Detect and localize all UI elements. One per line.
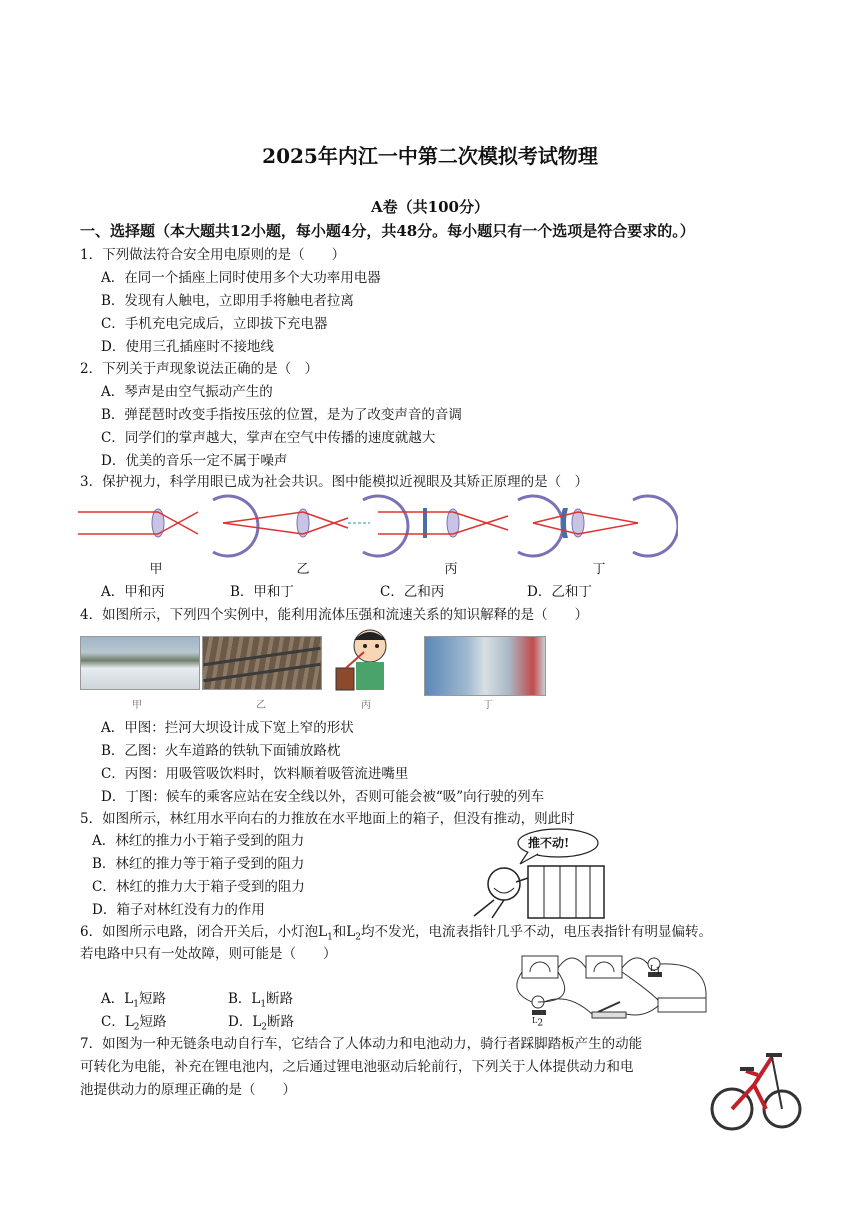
q6-a-sub: 1 xyxy=(133,999,139,1010)
question-4-option-b: B．乙图：火车道路的铁轨下面铺放路枕 xyxy=(101,743,341,759)
q6-sub-1: 1 xyxy=(327,932,333,943)
question-4-stem: 4．如图所示，下列四个实例中，能利用流体压强和流速关系的知识解释的是（ ） xyxy=(80,607,589,623)
page-title: 2025年内江一中第二次模拟考试物理 xyxy=(262,144,598,168)
circuit-l1-sub: 1 xyxy=(655,966,662,977)
q6-sub-2: 2 xyxy=(355,932,361,943)
dam-photo xyxy=(80,636,200,690)
question-1-stem: 1．下列做法符合安全用电原则的是（ ） xyxy=(80,247,346,263)
q6-stem-part-c: 均不发光，电流表指针几乎不动，电压表指针有明显偏转。 xyxy=(361,924,712,940)
question-2-option-b: B．弹琵琶时改变手指按压弦的位置，是为了改变声音的音调 xyxy=(101,407,462,423)
eye-diagram-bing xyxy=(378,496,563,556)
question-5-stem: 5．如图所示，林红用水平向右的力推放在水平地面上的箱子，但没有推动，则此时 xyxy=(80,811,575,827)
q6-b-prefix: B．L xyxy=(228,991,261,1007)
question-6-stem-line1 xyxy=(80,920,712,943)
question-4-option-d: D．丁图：候车的乘客应站在安全线以外，否则可能会被“吸”向行驶的列车 xyxy=(101,789,545,805)
question-3-option-a: A．甲和丙 xyxy=(101,584,165,600)
q6-a-prefix: A．L xyxy=(101,991,134,1007)
question-7-line2: 可转化为电能，补充在锂电池内，之后通过锂电池驱动后轮前行，下列关于人体提供动力和电 xyxy=(80,1059,634,1075)
q6-c-suffix: 短路 xyxy=(139,1014,167,1030)
section-heading: 一、选择题（本大题共12小题，每小题4分，共48分。每小题只有一个选项是符合要求的。） xyxy=(80,222,695,240)
question-5-option-c: C．林红的推力大于箱子受到的阻力 xyxy=(92,879,305,895)
railway-photo xyxy=(202,636,322,690)
q6-stem-part-b: 和L xyxy=(332,924,356,940)
question-6-option-a xyxy=(101,987,166,1010)
eye-caption-ding: 丁 xyxy=(592,562,606,577)
straw-drinking-cartoon xyxy=(330,624,398,692)
question-2-option-c: C．同学们的掌声越大，掌声在空气中传播的速度就越大 xyxy=(101,430,436,446)
q6-c-sub: 2 xyxy=(133,1022,140,1033)
question-4-option-c: C．丙图：用吸管吸饮料时，饮料顺着吸管流进嘴里 xyxy=(101,766,409,782)
question-4-option-a: A．甲图：拦河大坝设计成下宽上窄的形状 xyxy=(101,720,354,736)
question-1-option-d: D．使用三孔插座时不接地线 xyxy=(101,339,274,355)
circuit-label-l1: $L_1$ xyxy=(650,964,662,977)
q6-d-prefix: D．L xyxy=(228,1014,262,1030)
photo-caption-ding: 丁 xyxy=(483,700,493,711)
question-1-option-a: A．在同一个插座上同时使用多个大功率用电器 xyxy=(101,270,381,286)
eye-caption-yi: 乙 xyxy=(296,562,310,577)
question-7-line3: 池提供动力的原理正确的是（ ） xyxy=(80,1082,296,1098)
question-2-stem: 2．下列关于声现象说法正确的是（ ） xyxy=(80,361,319,377)
question-1-option-c: C．手机充电完成后，立即拔下充电器 xyxy=(101,316,328,332)
question-5-option-a: A．林红的推力小于箱子受到的阻力 xyxy=(92,833,305,849)
subway-platform-photo xyxy=(424,636,546,696)
photo-caption-jia: 甲 xyxy=(132,700,142,711)
q6-a-suffix: 短路 xyxy=(138,991,166,1007)
question-5-option-d: D．箱子对林红没有力的作用 xyxy=(92,902,265,918)
question-6-option-c xyxy=(101,1010,167,1033)
eye-diagrams-figure xyxy=(78,490,678,558)
eye-caption-jia: 甲 xyxy=(149,562,163,577)
question-5-option-b: B．林红的推力等于箱子受到的阻力 xyxy=(92,856,305,872)
q6-b-suffix: 断路 xyxy=(266,991,294,1007)
circuit-label-l2: $L_2$ xyxy=(532,1016,544,1029)
question-1-option-b: B．发现有人触电，立即用手将触电者拉离 xyxy=(101,293,354,309)
question-6-option-d xyxy=(228,1010,294,1033)
photo-caption-bing: 丙 xyxy=(361,700,371,711)
question-6-stem-line2: 若电路中只有一处故障，则可能是（ ） xyxy=(80,946,337,962)
photo-caption-yi: 乙 xyxy=(256,700,266,711)
question-7-line1: 7．如图为一种无链条电动自行车，它结合了人体动力和电池动力，骑行者踩脚踏板产生的动能 xyxy=(80,1036,643,1052)
question-3-option-c: C．乙和丙 xyxy=(380,584,445,600)
q6-stem-part-a: 6．如图所示电路，闭合开关后，小灯泡L xyxy=(80,924,328,940)
question-3-stem: 3．保护视力，科学用眼已成为社会共识。图中能模拟近视眼及其矫正原理的是（ ） xyxy=(80,474,589,490)
eye-diagram-jia xyxy=(78,496,258,556)
question-3-option-d: D．乙和丁 xyxy=(527,584,592,600)
eye-caption-bing: 丙 xyxy=(444,562,458,577)
paper-part-heading: A卷（共100分） xyxy=(371,198,489,216)
q6-d-suffix: 断路 xyxy=(267,1014,295,1030)
question-6-option-b xyxy=(228,987,293,1010)
question-2-option-a: A．琴声是由空气振动产生的 xyxy=(101,384,273,400)
q6-b-sub: 1 xyxy=(260,999,267,1010)
question-2-option-d: D．优美的音乐一定不属于噪声 xyxy=(101,453,288,469)
question-3-option-b: B．甲和丁 xyxy=(230,584,294,600)
circuit-l2-sub: 2 xyxy=(537,1018,544,1029)
speech-bubble-text: 推不动! xyxy=(528,836,570,850)
q6-c-prefix: C．L xyxy=(101,1014,134,1030)
q6-d-sub: 2 xyxy=(261,1022,268,1033)
electric-bicycle-image xyxy=(710,1045,802,1137)
